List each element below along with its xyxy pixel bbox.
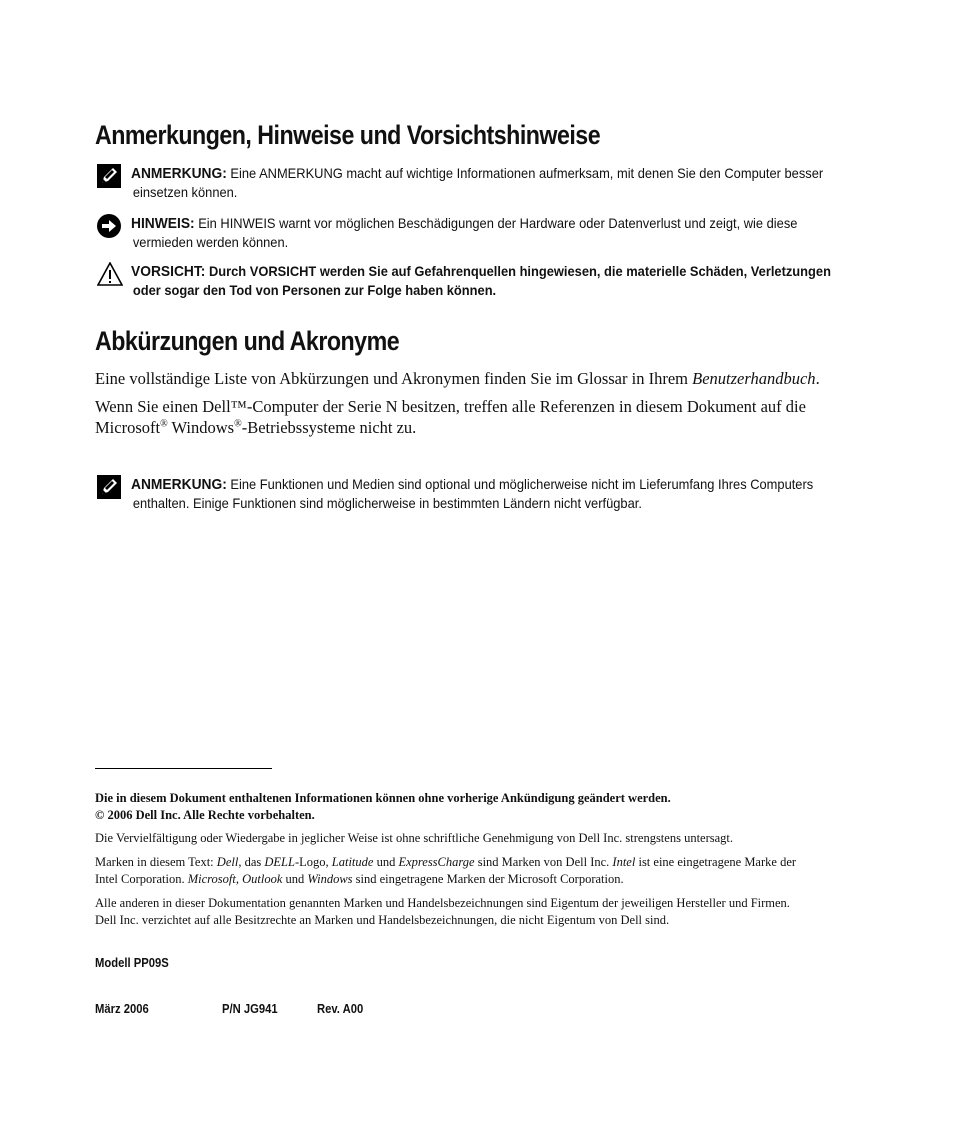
tm-latitude: Latitude xyxy=(331,855,374,869)
tm-text: sind Marken von Dell Inc. xyxy=(474,855,613,869)
caution-line-continued: oder sogar den Tod von Personen zur Folge haben können. xyxy=(132,282,497,298)
notice-text xyxy=(131,214,891,252)
note-text xyxy=(131,164,891,202)
os-text: -Betriebssysteme nicht zu. xyxy=(241,418,417,437)
pencil-note-icon xyxy=(97,475,121,499)
windows-text: Windows xyxy=(167,418,235,437)
caution-text xyxy=(131,262,891,300)
notice-arrow-icon xyxy=(97,214,121,238)
tm-intel: Intel xyxy=(612,855,636,869)
trademark-paragraph xyxy=(95,854,895,887)
notes-heading: Anmerkungen, Hinweise und Vorsichtshinweise xyxy=(95,120,601,150)
tm-text: ist eine eingetragene Marke der xyxy=(635,855,797,869)
reproduction-notice: Die Vervielfältigung oder Wiedergabe in jeglicher Weise ist ohne schriftliche Genehmigung von Dell Inc. strengstens untersagt. xyxy=(95,831,734,845)
pencil-note-icon xyxy=(97,164,121,188)
tm-text: Intel Corporation. xyxy=(95,871,188,886)
note-line: Eine Funktionen und Medien sind optional und möglicherweise nicht im Lieferumfang Ihres Computers xyxy=(230,476,814,492)
tm-text: sind eingetragene Marken der Microsoft Corporation. xyxy=(352,871,624,886)
legal-bold-block xyxy=(95,790,895,823)
warning-triangle-icon xyxy=(97,262,121,286)
glossary-text: Eine vollständige Liste von Abkürzungen und Akronymen finden Sie im Glossar in Ihrem xyxy=(95,369,693,388)
tm-text: und xyxy=(282,871,308,886)
tm-dell: Dell xyxy=(216,855,239,869)
model-number: Modell PP09S xyxy=(95,956,169,970)
note-label: ANMERKUNG: xyxy=(131,476,227,493)
tm-windows: Windows xyxy=(307,871,353,886)
n-series-paragraph xyxy=(95,396,895,438)
notice-label: HINWEIS: xyxy=(131,215,195,232)
n-series-line: Wenn Sie einen Dell™-Computer der Serie N besitzen, treffen alle Referenzen in diesem Dokument auf die xyxy=(95,397,806,416)
registered-mark: ® xyxy=(234,418,242,430)
tm-text: Marken in diesem Text: xyxy=(95,855,217,869)
caution-line: Durch VORSICHT werden Sie auf Gefahrenquellen hingewiesen, die materielle Schäden, Verletzungen xyxy=(208,263,831,279)
part-number: P/N JG941 xyxy=(222,1002,278,1016)
note-line-continued: einsetzen können. xyxy=(132,184,238,200)
glossary-paragraph xyxy=(95,368,895,389)
period: . xyxy=(815,369,820,388)
revision: Rev. A00 xyxy=(317,1002,364,1016)
change-notice: Die in diesem Dokument enthaltenen Informationen können ohne vorherige Ankündigung geändert werden. xyxy=(95,791,671,805)
tm-text: -Logo, xyxy=(294,855,332,869)
tm-expresscharge: ExpressCharge xyxy=(398,855,475,869)
disclaimer-line: Dell Inc. verzichtet auf alle Besitzrechte an Marken und Handelsbezeichnungen, die nicht Eigentum von Dell sind. xyxy=(95,912,670,927)
copyright-line: © 2006 Dell Inc. Alle Rechte vorbehalten. xyxy=(95,807,315,822)
note-line-continued: enthalten. Einige Funktionen sind möglicherweise in bestimmten Ländern nicht verfügbar. xyxy=(132,495,642,511)
note-text xyxy=(131,475,891,513)
notice-line-continued: vermieden werden können. xyxy=(132,234,289,250)
tm-text: , das xyxy=(238,855,265,869)
tm-text: und xyxy=(373,855,399,869)
abbreviations-heading: Abkürzungen und Akronyme xyxy=(95,326,400,356)
note-line: Eine ANMERKUNG macht auf wichtige Informationen aufmerksam, mit denen Sie den Computer besser xyxy=(230,165,824,181)
footnote-divider xyxy=(95,768,272,769)
user-manual-title: Benutzerhandbuch xyxy=(692,369,816,388)
tm-microsoft-outlook: Microsoft, Outlook xyxy=(187,871,283,886)
registered-mark: ® xyxy=(160,418,168,430)
caution-label: VORSICHT: xyxy=(131,263,206,280)
notice-line: Ein HINWEIS warnt vor möglichen Beschädigungen der Hardware oder Datenverlust und zeigt, wie diese xyxy=(198,215,798,231)
other-trademarks-paragraph xyxy=(95,895,895,928)
tm-dell-logo: DELL xyxy=(264,855,295,869)
note-label: ANMERKUNG: xyxy=(131,165,227,182)
publication-date: März 2006 xyxy=(95,1002,149,1016)
microsoft-text: Microsoft xyxy=(95,418,161,437)
other-trademarks-line: Alle anderen in dieser Dokumentation genannten Marken und Handelsbezeichnungen sind Eigentum der jeweiligen Hersteller und Firmen. xyxy=(95,896,790,910)
